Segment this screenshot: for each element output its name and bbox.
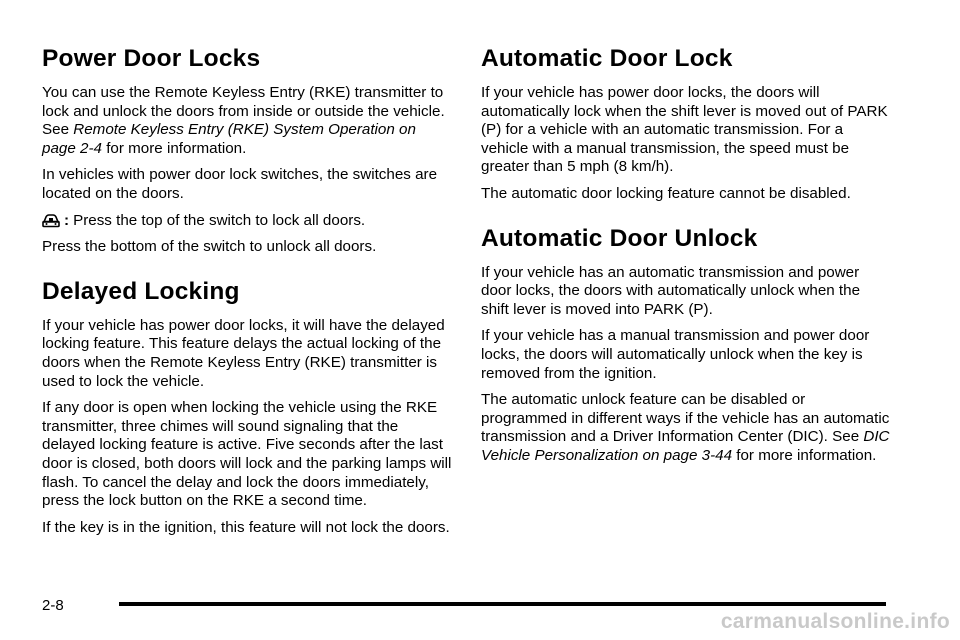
paragraph-text: for more information.: [101, 139, 247, 157]
colon: :: [64, 211, 70, 229]
heading-delayed-locking: Delayed Locking: [42, 277, 240, 305]
power-locks-paragraph-2: In vehicles with power door lock switches, the switches are located on the doors.: [42, 166, 438, 202]
auto-unlock-paragraph-1: If your vehicle has an automatic transmission and power door locks, the doors with automatically unlock when the shift lever is moved into PARK (P).: [481, 263, 861, 318]
auto-lock-paragraph-2: The automatic door locking feature cannot be disabled.: [481, 184, 851, 202]
heading-automatic-door-unlock: Automatic Door Unlock: [481, 224, 758, 252]
delayed-paragraph-3: If the key is in the ignition, this feature will not lock the doors.: [42, 518, 450, 536]
dic-reference-link[interactable]: DIC Vehicle Personalization on page 3-44: [481, 428, 890, 464]
auto-unlock-paragraph-2: If your vehicle has a manual transmission and power door locks, the doors will automatically unlock when the key is removed from the ignition.: [481, 327, 870, 382]
power-locks-paragraph-1: [42, 84, 452, 158]
heading-power-door-locks: Power Door Locks: [42, 45, 261, 72]
rke-reference-link[interactable]: Remote Keyless Entry (RKE) System Operation on page 2-4: [42, 121, 416, 157]
lock-instruction: [42, 212, 452, 231]
auto-unlock-paragraph-3: [481, 391, 891, 465]
heading-automatic-door-lock: Automatic Door Lock: [481, 45, 733, 72]
page-number: 2-8: [42, 597, 64, 614]
delayed-paragraph-1: If your vehicle has power door locks, it will have the delayed locking feature. This feature delays the actual locking of the doors when the Remote Keyless Entry (RKE) transmitter is used to lock the vehicle.: [42, 316, 445, 390]
lock-switch-icon: [42, 213, 60, 229]
right-column: [481, 0, 891, 474]
paragraph-text: The automatic unlock feature can be disabled or programmed in different ways if the vehicle has an automatic transmission and a Driver Information Center (DIC). See: [481, 391, 890, 446]
footer-rule: [119, 602, 886, 606]
delayed-paragraph-2: If any door is open when locking the vehicle using the RKE transmitter, three chimes will sound signaling that the delayed locking feature is active. Five seconds after the last door is closed, both doors will lock and the parking lamps will flash. To cancel the delay and lock the doors immediately, press the lock button on the RKE a second time.: [42, 399, 452, 510]
unlock-instruction: Press the bottom of the switch to unlock all doors.: [42, 238, 377, 256]
paragraph-text: for more information.: [732, 446, 877, 464]
paragraph-text: You can use the Remote Keyless Entry (RKE) transmitter to lock and unlock the doors from inside or outside the vehicle. See: [42, 84, 445, 139]
watermark: carmanualsonline.info: [720, 610, 950, 633]
left-column: [42, 0, 452, 545]
auto-lock-paragraph-1: If your vehicle has power door locks, the doors will automatically lock when the shift lever is moved out of PARK (P) for a vehicle with an automatic transmission. For a vehicle with a manual transmission, the speed must be greater than 5 mph (8 km/h).: [481, 84, 888, 176]
lock-instruction-text: Press the top of the switch to lock all doors.: [73, 211, 366, 229]
